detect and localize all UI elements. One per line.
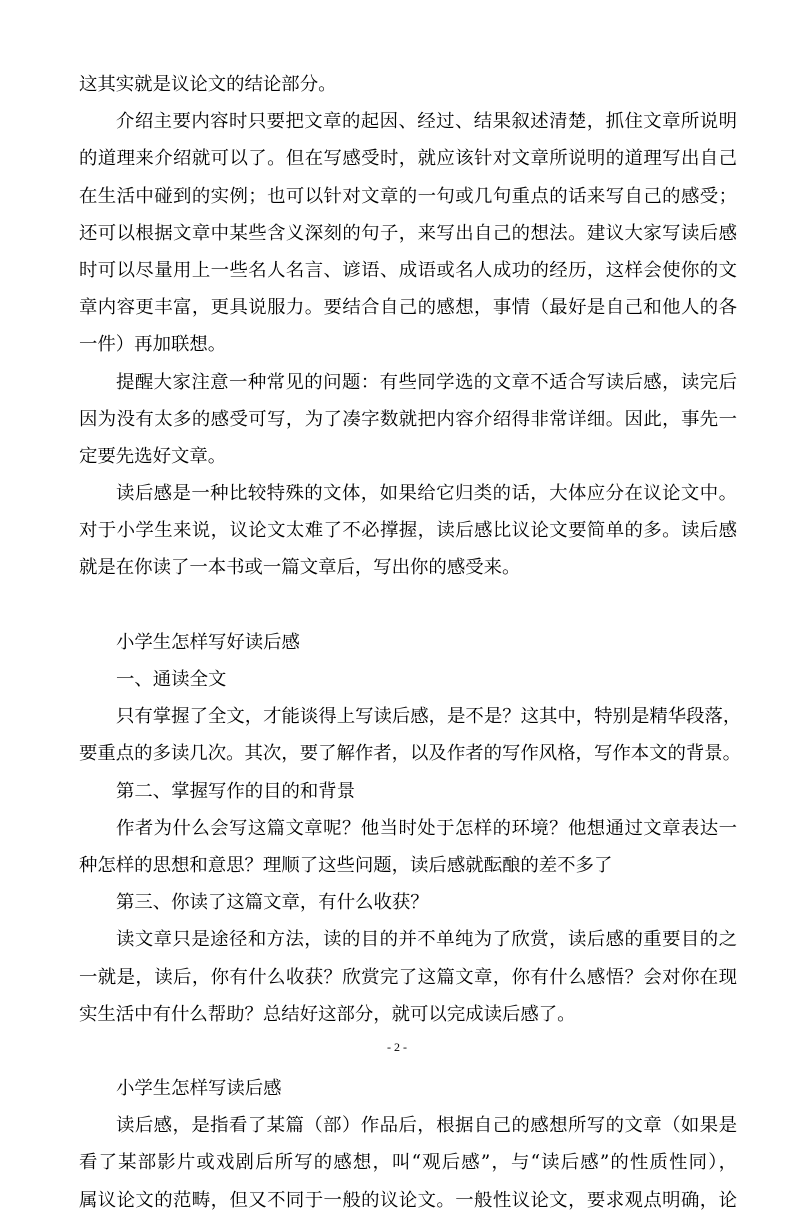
text-line: 小学生怎样写读后感 <box>116 1078 282 1100</box>
text-line: 要重点的多读几次。其次，要了解作者，以及作者的写作风格，写作本文的背景。 <box>79 743 742 765</box>
text-line: 种怎样的思想和意思？理顺了这些问题，读后感就酝酿的差不多了 <box>79 854 613 876</box>
text-line: 实生活中有什么帮助？总结好这部分，就可以完成读后感了。 <box>79 1003 576 1025</box>
text-line: 定要先选好文章。 <box>79 445 227 467</box>
text-line: 介绍主要内容时只要把文章的起因、经过、结果叙述清楚，抓住文章所说明 <box>116 111 737 133</box>
text-line: 作者为什么会写这篇文章呢？他当时处于怎样的环境？他想通过文章表达一 <box>116 817 737 839</box>
text-line: 因为没有太多的感受可写，为了凑字数就把内容介绍得非常详细。因此，事先一 <box>79 408 737 430</box>
text-line: 第二、掌握写作的目的和背景 <box>116 780 356 802</box>
text-line: 一、通读全文 <box>116 669 227 690</box>
text-line: 章内容更丰富，更具说服力。要结合自己的感想，事情（最好是自己和他人的各 <box>79 297 737 319</box>
text-line: 读后感，是指看了某篇（部）作品后，根据自己的感想所写的文章（如果是 <box>116 1115 737 1137</box>
text-line: 就是在你读了一本书或一篇文章后，写出你的感受来。 <box>79 557 521 579</box>
text-line: 这其实就是议论文的结论部分。 <box>79 74 337 95</box>
page-number: - 2 - <box>387 1040 407 1054</box>
text-line: 读后感是一种比较特殊的文体，如果给它归类的话，大体应分在议论文中。 <box>116 483 737 505</box>
text-line: 提醒大家注意一种常见的问题：有些同学选的文章不适合写读后感，读完后 <box>116 371 737 393</box>
text-line: 只有掌握了全文，才能谈得上写读后感，是不是？这其中，特别是精华段落， <box>116 706 742 728</box>
text-line: 时可以尽量用上一些名人名言、谚语、成语或名人成功的经历，这样会使你的文 <box>79 259 737 281</box>
text-line: 一件）再加联想。 <box>79 334 227 356</box>
text-line: 第三、你读了这篇文章，有什么收获？ <box>116 892 429 914</box>
text-line: 还可以根据文章中某些含义深刻的句子，来写出自己的想法。建议大家写读后感 <box>79 222 737 244</box>
text-line: 一就是，读后，你有什么收获？欣赏完了这篇文章，你有什么感悟？会对你在现 <box>79 966 737 988</box>
blank-line <box>79 587 737 624</box>
text-line: 的道理来介绍就可以了。但在写感受时，就应该针对文章所说明的道理写出自己 <box>79 148 737 170</box>
text-line: 属议论文的范畴，但又不同于一般的议论文。一般性议论文，要求观点明确，论 <box>79 1189 737 1211</box>
text-line: 在生活中碰到的实例；也可以针对文章的一句或几句重点的话来写自己的感受； <box>79 185 737 207</box>
text-line: 对于小学生来说，议论文太难了不必撑握，读后感比议论文要简单的多。读后感 <box>79 520 737 542</box>
text-line: 看了某部影片或戏剧后所写的感想，叫“观后感”，与“读后感”的性质性同）， <box>79 1152 737 1174</box>
text-line: 小学生怎样写好读后感 <box>116 631 300 653</box>
text-line: 读文章只是途径和方法，读的目的并不单纯为了欣赏，读后感的重要目的之 <box>116 929 737 951</box>
